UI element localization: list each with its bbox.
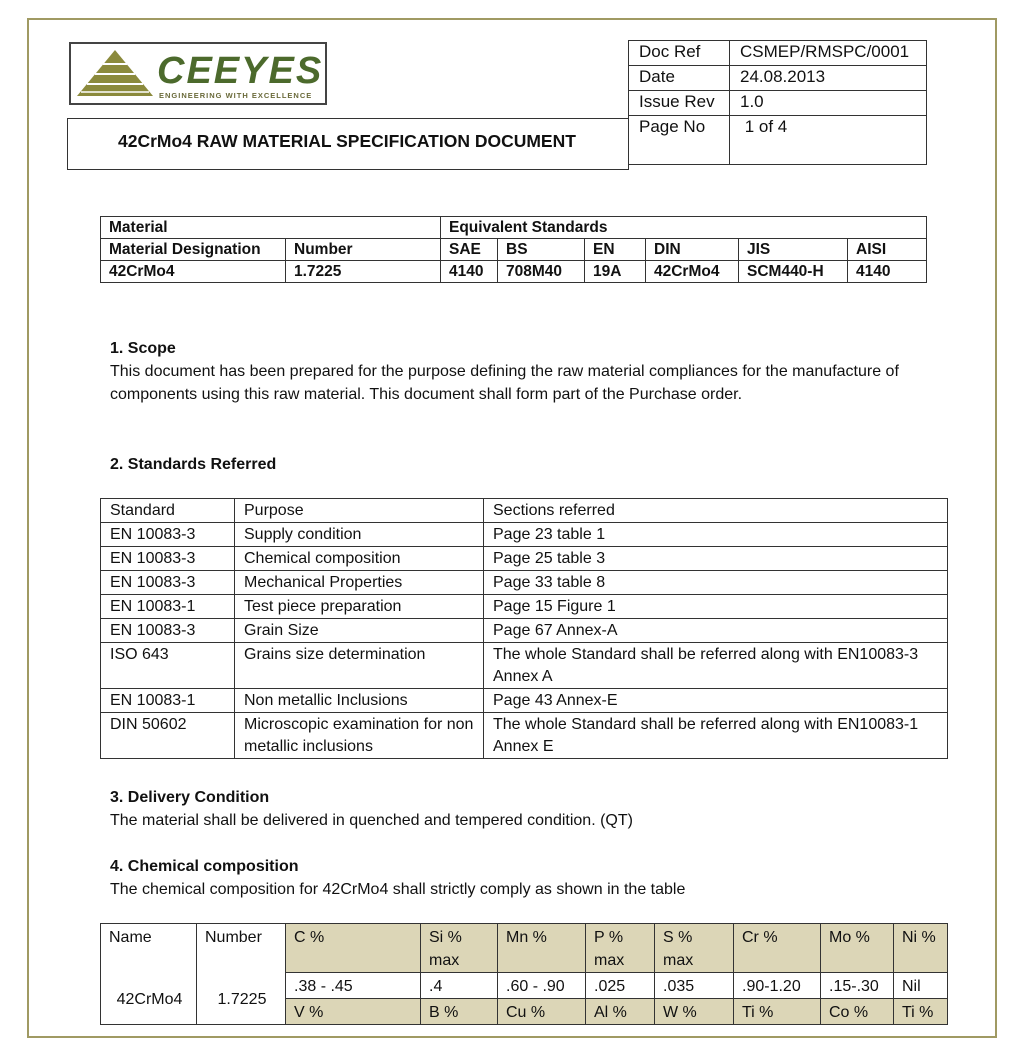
table-cell: Chemical composition (235, 547, 484, 571)
table-row (101, 217, 927, 239)
table-cell: EN 10083-3 (101, 571, 235, 595)
table-cell: Supply condition (235, 523, 484, 547)
table-cell: Microscopic examination for non metallic inclusions (235, 713, 484, 759)
delivery-paragraph: The material shall be delivered in quenched and tempered condition. (QT) (110, 812, 633, 829)
element-header: Al % (586, 999, 655, 1025)
table-row (101, 261, 927, 283)
document-title: 42CrMo4 RAW MATERIAL SPECIFICATION DOCUMENT (118, 130, 576, 151)
meta-row (629, 116, 927, 165)
table-row (101, 239, 927, 261)
table-cell: Number (286, 239, 441, 261)
table-row (101, 973, 948, 999)
meta-row (629, 91, 927, 116)
table-row (101, 571, 948, 595)
element-header: P % max (586, 924, 655, 973)
meta-row (629, 66, 927, 91)
table-cell: 1.7225 (286, 261, 441, 283)
scope-heading: 1. Scope (110, 340, 176, 357)
element-header: Si % max (421, 924, 498, 973)
pyramid-logo-icon (75, 48, 155, 100)
standards-referred-table (100, 498, 948, 759)
equivalent-standards-header: Equivalent Standards (441, 217, 927, 239)
table-cell: Page 33 table 8 (484, 571, 948, 595)
table-cell: 708M40 (498, 261, 585, 283)
element-value: Nil (894, 973, 948, 999)
meta-row (629, 41, 927, 66)
logo-name: CEEYES (157, 50, 324, 92)
table-row (101, 595, 948, 619)
element-header: Ti % (894, 999, 948, 1025)
element-value: .15-.30 (821, 973, 894, 999)
table-cell: JIS (739, 239, 848, 261)
element-header: Ti % (734, 999, 821, 1025)
table-cell: Non metallic Inclusions (235, 689, 484, 713)
table-cell: 4140 (441, 261, 498, 283)
document-title-box (67, 118, 629, 170)
meta-value: 24.08.2013 (730, 66, 927, 91)
company-logo (69, 42, 327, 105)
element-value: .035 (655, 973, 734, 999)
element-value: .60 - .90 (498, 973, 586, 999)
chemical-heading: 4. Chemical composition (110, 858, 299, 875)
table-cell: Mechanical Properties (235, 571, 484, 595)
element-header: Mo % (821, 924, 894, 973)
material-number: 1.7225 (197, 973, 286, 1025)
table-cell: 42CrMo4 (101, 261, 286, 283)
table-cell: 42CrMo4 (646, 261, 739, 283)
meta-key: Date (629, 66, 730, 91)
meta-value: 1.0 (730, 91, 927, 116)
table-cell: EN 10083-3 (101, 547, 235, 571)
meta-value: 1 of 4 (730, 116, 927, 165)
table-header-cell: Purpose (235, 499, 484, 523)
table-cell: BS (498, 239, 585, 261)
table-row (101, 523, 948, 547)
table-cell: 19A (585, 261, 646, 283)
table-cell: Test piece preparation (235, 595, 484, 619)
table-row (101, 547, 948, 571)
meta-key: Issue Rev (629, 91, 730, 116)
table-cell: Page 25 table 3 (484, 547, 948, 571)
table-cell: SAE (441, 239, 498, 261)
element-header: Mn % (498, 924, 586, 973)
table-cell: Page 23 table 1 (484, 523, 948, 547)
element-value: .90-1.20 (734, 973, 821, 999)
table-header-cell: Standard (101, 499, 235, 523)
material-header: Material (101, 217, 441, 239)
table-cell: Page 43 Annex-E (484, 689, 948, 713)
element-value: .38 - .45 (286, 973, 421, 999)
element-value: .4 (421, 973, 498, 999)
element-value: .025 (586, 973, 655, 999)
table-cell: DIN (646, 239, 739, 261)
table-cell: Material Designation (101, 239, 286, 261)
element-header: W % (655, 999, 734, 1025)
table-cell: EN 10083-3 (101, 523, 235, 547)
meta-key: Page No (629, 116, 730, 165)
delivery-heading: 3. Delivery Condition (110, 789, 270, 806)
element-header: S % max (655, 924, 734, 973)
element-header: C % (286, 924, 421, 973)
material-name: 42CrMo4 (101, 973, 197, 1025)
table-cell: The whole Standard shall be referred along with EN10083-3 Annex A (484, 643, 948, 689)
standards-heading: 2. Standards Referred (110, 456, 277, 473)
table-cell: DIN 50602 (101, 713, 235, 759)
table-cell: AISI (848, 239, 927, 261)
equivalent-standards-table (100, 216, 927, 283)
document-meta-table (628, 40, 927, 165)
logo-tagline: ENGINEERING WITH EXCELLENCE (159, 91, 313, 100)
element-header: Ni % (894, 924, 948, 973)
number-header: Number (197, 924, 286, 973)
table-cell: Grain Size (235, 619, 484, 643)
table-cell: EN 10083-1 (101, 689, 235, 713)
table-cell: EN (585, 239, 646, 261)
table-cell: Grains size determination (235, 643, 484, 689)
table-cell: 4140 (848, 261, 927, 283)
name-header: Name (101, 924, 197, 973)
table-header-cell: Sections referred (484, 499, 948, 523)
table-row (101, 619, 948, 643)
table-cell: EN 10083-1 (101, 595, 235, 619)
table-cell: Page 67 Annex-A (484, 619, 948, 643)
table-cell: The whole Standard shall be referred along with EN10083-1 Annex E (484, 713, 948, 759)
scope-paragraph: This document has been prepared for the purpose defining the raw material compliances for the manufacture of components using this raw material. This document shall form part of the Purchase order. (110, 363, 899, 403)
element-header: Co % (821, 999, 894, 1025)
meta-key: Doc Ref (629, 41, 730, 66)
chemical-paragraph: The chemical composition for 42CrMo4 shall strictly comply as shown in the table (110, 881, 686, 898)
meta-value: CSMEP/RMSPC/0001 (730, 41, 927, 66)
table-cell: ISO 643 (101, 643, 235, 689)
element-header: B % (421, 999, 498, 1025)
chemical-composition-table (100, 923, 948, 1025)
table-cell: Page 15 Figure 1 (484, 595, 948, 619)
table-row (101, 924, 948, 973)
table-row (101, 689, 948, 713)
table-row (101, 499, 948, 523)
table-cell: EN 10083-3 (101, 619, 235, 643)
table-row (101, 713, 948, 759)
element-header: Cu % (498, 999, 586, 1025)
table-cell: SCM440-H (739, 261, 848, 283)
element-header: V % (286, 999, 421, 1025)
table-row (101, 643, 948, 689)
element-header: Cr % (734, 924, 821, 973)
